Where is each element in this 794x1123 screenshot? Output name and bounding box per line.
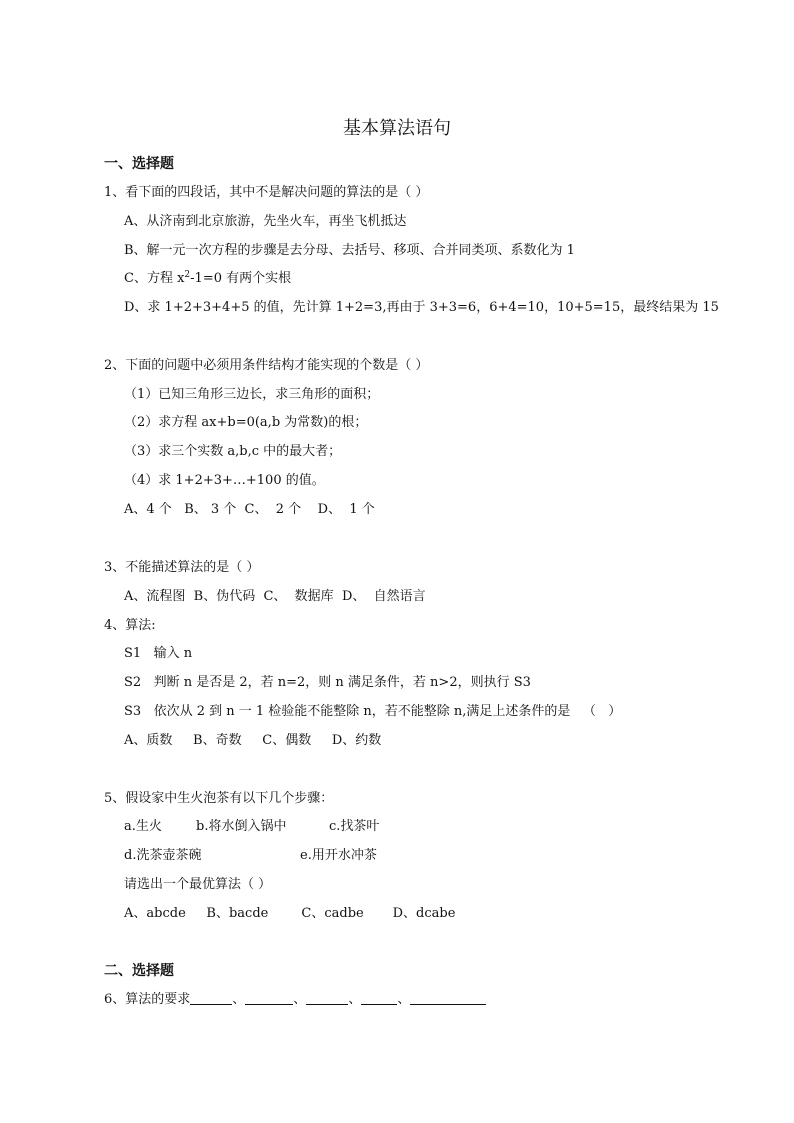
q5-step-e: e.用开水冲茶 — [300, 848, 377, 863]
q4-step-2: S2 判断 n 是否是 2，若 n=2，则 n 满足条件，若 n>2，则执行 S3 — [124, 675, 531, 690]
q2-options: A、4 个 B、 3 个 C、 2 个 D、 1 个 — [124, 502, 375, 517]
q4-step-1: S1 输入 n — [124, 646, 193, 661]
q6-blank-1 — [190, 991, 232, 1005]
q5-step-a: a.生火 — [124, 819, 162, 834]
q5-step-d: d.洗茶壶茶碗 — [124, 848, 202, 863]
page-title: 基本算法语句 — [343, 118, 451, 139]
q1-stem: 1、看下面的四段话，其中不是解决问题的算法的是（ ） — [104, 185, 429, 200]
section-heading-2: 二、选择题 — [104, 963, 174, 979]
q5-options: A、abcde B、bacde C、cadbe D、dcabe — [124, 906, 456, 921]
q1-option-d: D、求 1+2+3+4+5 的值，先计算 1+2=3,再由于 3+3=6，6+4=10，10+5=15，最终结果为 15 — [124, 300, 719, 315]
q6-blank-2 — [245, 991, 293, 1005]
q2-item-3: （3）求三个实数 a,b,c 中的最大者； — [124, 444, 342, 459]
q3-stem: 3、不能描述算法的是（ ） — [104, 560, 260, 575]
q1-option-c-pre: C、方程 x — [124, 271, 185, 286]
q6-blank-3 — [306, 991, 348, 1005]
q1-option-c — [124, 270, 291, 288]
q5-ask: 请选出一个最优算法（ ） — [124, 877, 272, 892]
q6-blank-4 — [361, 991, 397, 1005]
q2-item-1: （1）已知三角形三边长，求三角形的面积； — [124, 387, 380, 402]
q1-option-b: B、解一元一次方程的步骤是去分母、去括号、移项、合并同类项、系数化为 1 — [124, 243, 575, 258]
q2-item-2: （2）求方程 ax+b=0(a,b 为常数)的根； — [124, 415, 368, 430]
q1-option-c-exponent: 2 — [184, 270, 191, 280]
q6-sep-2: 、 — [293, 992, 307, 1007]
q6-blank-5 — [410, 991, 486, 1005]
q6-sep-4: 、 — [397, 992, 411, 1007]
q6-fill-in — [104, 991, 486, 1009]
q5-step-b: b.将水倒入锅中 — [196, 819, 287, 834]
q6-sep-3: 、 — [348, 992, 362, 1007]
q5-stem: 5、假设家中生火泡茶有以下几个步骤： — [104, 791, 334, 806]
q5-step-c: c.找茶叶 — [329, 819, 380, 834]
q6-sep-1: 、 — [232, 992, 246, 1007]
q6-stem: 6、算法的要求 — [104, 992, 191, 1007]
q1-option-c-post: -1=0 有两个实根 — [190, 271, 292, 286]
q4-stem: 4、算法: — [104, 618, 156, 633]
q4-options: A、质数 B、奇数 C、偶数 D、约数 — [124, 733, 382, 748]
section-heading-1: 一、选择题 — [104, 156, 174, 172]
q1-option-a: A、从济南到北京旅游，先坐火车，再坐飞机抵达 — [124, 214, 407, 229]
q2-item-4: （4）求 1+2+3+…+100 的值。 — [124, 473, 325, 488]
q2-stem: 2、下面的问题中必须用条件结构才能实现的个数是（ ） — [104, 358, 429, 373]
q3-options: A、流程图 B、伪代码 C、 数据库 D、 自然语言 — [124, 589, 426, 604]
q4-step-3: S3 依次从 2 到 n 一 1 检验能不能整除 n，若不能整除 n,满足上述条件的是 （ ） — [124, 704, 622, 719]
